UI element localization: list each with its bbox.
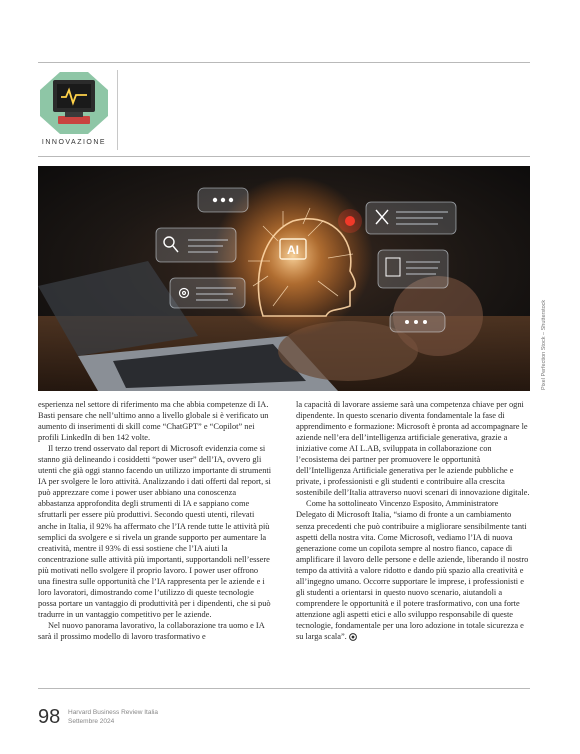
paragraph-with-end-mark xyxy=(296,498,530,642)
vertical-divider xyxy=(117,70,118,150)
paragraph: esperienza nel settore di riferimento ma che abbia competenze di IA. Basti pensare che nell’ultimo anno a livello globale si è verificato un aumento di inserimenti di skill come “ChatGPT” e “Copilot” nei profili LinkedIn di ben 142 volte. xyxy=(38,400,269,443)
paragraph: la capacità di lavorare assieme sarà una competenza chiave per ogni dipendente. In questo scenario diventa fondamentale la fase di apprendimento e formazione: Microsoft è pronta ad accompagnare le aziende nell’era dell’intelligenza artificiale generativa, grazie a iniziative come AI L.AB, sviluppata in collaborazione con l’ecosistema dei partner per promuovere le opportunità dell’Intelligenza Artificiale generativa per le aziende pubbliche e private, i professionisti e gli studenti e contribuire alla crescita sostenibile dell’Italia attraverso nuovi scenari di innovazione digitale. xyxy=(296,400,530,498)
section-label: INNOVAZIONE xyxy=(41,139,107,146)
page-number: 98 xyxy=(38,706,61,728)
hero-photo xyxy=(38,166,530,391)
section-rule xyxy=(38,156,530,157)
issue-date: Settembre 2024 xyxy=(68,718,115,725)
article-column-right xyxy=(296,399,530,642)
ai-chip-label: AI xyxy=(287,243,299,257)
footer-rule xyxy=(38,688,530,689)
top-rule xyxy=(38,62,530,63)
footer-publication xyxy=(68,708,158,726)
photo-credit-text: Pixel Perfection Stock – Shutterstock xyxy=(541,299,547,390)
end-of-article-icon xyxy=(349,633,357,641)
paragraph: Nel nuovo panorama lavorativo, la collaborazione tra uomo e IA sarà il prossimo modello di lavoro trasformativo e xyxy=(38,620,265,641)
publication-name: Harvard Business Review Italia xyxy=(68,709,158,716)
settings-panel xyxy=(170,278,245,308)
photo-credit xyxy=(541,236,551,396)
paragraph-text: Come ha sottolineato Vincenzo Esposito, Amministratore Delegato di Microsoft Italia, “siamo di fronte a un cambiamento senza precedenti che può contribuire a migliorare sensibilmente tanti aspetti della nostra vita. Come Microsoft, vediamo l’IA di nuova generazione come un copilota sempre al nostro fianco, capace di amplificare il lavoro delle persone e delle aziende, liberando il nostro tempo da attività a valore ridotto e dando più spazio alla creatività e all’ingegno umano. Occorre supportare le imprese, i professionisti e gli studenti a orientarsi in questo nuovo scenario, aiutandoli a comprendere le opportunità e il potere trasformativo, con una forte attenzione agli aspetti etici e allo sviluppo responsabile di queste tecnologie, fondamentale per una loro adozione in totale sicurezza e su larga scala”. xyxy=(296,499,529,641)
document-panel xyxy=(378,250,448,288)
article-column-left xyxy=(38,399,272,642)
section-badge xyxy=(38,70,110,136)
paragraph: Il terzo trend osservato dal report di Microsoft evidenzia come si stanno già delineando i cosiddetti “power user” dell’IA, ovvero gli utenti che già oggi stanno facendo un utilizzo importante di strumenti IA per svolgere le loro attività. Analizzando i dati offerti dal report, si può apprezzare come i power user abbiano una conoscenza abbastanza approfondita degli strumenti di IA e sappiano come sfruttarli per essere più produttivi. Secondo questi utenti, rilevati anche in Italia, il 92% ha affermato che l’IA rende tutte le attività più semplici da svolgere e si rivela un grande supporto per aumentare la creatività, mentre il 93% di essi sostiene che l’IA aiuti la concentrazione sulle attività più importanti, supportandoli nell’essere più motivati nello svolgere il proprio lavoro. I power user offrono una finestra sulle opportunità che l’IA rappresenta per le aziende e i loro lavoratori, dimostrando come l’utilizzo di queste tecnologie possa portare un vantaggio di produttività per i dipendenti, che si può tradurre in un vantaggio competitivo per le aziende. xyxy=(38,444,272,619)
search-panel xyxy=(156,228,236,262)
computer-monitor-icon xyxy=(53,80,95,112)
